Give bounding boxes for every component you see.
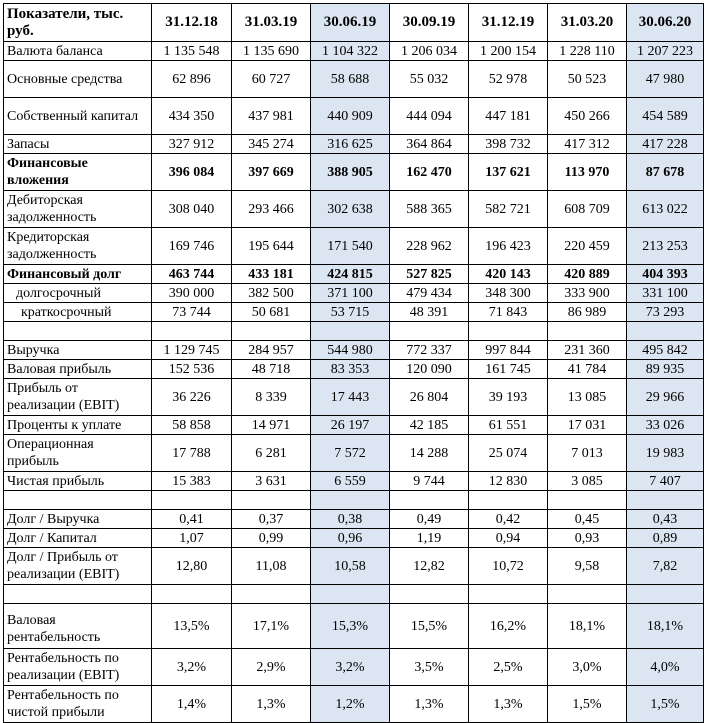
cell-value: 13,5% — [152, 604, 232, 649]
row-label: Долг / Капитал — [4, 529, 152, 548]
cell-value: 433 181 — [232, 265, 311, 284]
table-row — [4, 416, 704, 435]
header-row — [4, 4, 704, 42]
row-label: Рентабельность по чистой прибыли — [4, 686, 152, 723]
cell-value: 1,07 — [152, 529, 232, 548]
cell-value: 8 339 — [232, 379, 311, 416]
cell-value — [152, 322, 232, 341]
cell-value: 25 074 — [469, 435, 548, 472]
cell-value: 1 207 223 — [627, 42, 704, 61]
row-label: Валовая прибыль — [4, 360, 152, 379]
cell-value — [469, 322, 548, 341]
row-label — [4, 322, 152, 341]
cell-value: 3,2% — [311, 649, 390, 686]
spacer-row — [4, 585, 704, 604]
cell-value: 86 989 — [548, 303, 627, 322]
cell-value: 11,08 — [232, 548, 311, 585]
table-row — [4, 548, 704, 585]
cell-value: 0,42 — [469, 510, 548, 529]
cell-value: 18,1% — [627, 604, 704, 649]
cell-value: 1,3% — [469, 686, 548, 723]
cell-value: 33 026 — [627, 416, 704, 435]
cell-value: 12,80 — [152, 548, 232, 585]
cell-value: 3,5% — [390, 649, 469, 686]
cell-value — [232, 585, 311, 604]
cell-value: 12 830 — [469, 472, 548, 491]
table-row — [4, 379, 704, 416]
cell-value: 302 638 — [311, 191, 390, 228]
row-label: Долг / Прибыль от реализации (EBIT) — [4, 548, 152, 585]
row-label: долгосрочный — [4, 284, 152, 303]
row-label: Проценты к уплате — [4, 416, 152, 435]
cell-value: 1,5% — [548, 686, 627, 723]
cell-value: 17 788 — [152, 435, 232, 472]
cell-value: 417 228 — [627, 135, 704, 154]
cell-value — [232, 491, 311, 510]
cell-value: 608 709 — [548, 191, 627, 228]
table-row — [4, 604, 704, 649]
cell-value: 58 688 — [311, 61, 390, 98]
cell-value: 0,38 — [311, 510, 390, 529]
cell-value — [469, 585, 548, 604]
cell-value: 772 337 — [390, 341, 469, 360]
cell-value: 14 288 — [390, 435, 469, 472]
table-row — [4, 472, 704, 491]
cell-value: 15,5% — [390, 604, 469, 649]
cell-value — [627, 585, 704, 604]
cell-value: 16,2% — [469, 604, 548, 649]
cell-value: 0,37 — [232, 510, 311, 529]
row-label: Основные средства — [4, 61, 152, 98]
cell-value: 53 715 — [311, 303, 390, 322]
cell-value: 1,3% — [232, 686, 311, 723]
cell-value — [390, 585, 469, 604]
row-label: Прибыль от реализации (EBIT) — [4, 379, 152, 416]
cell-value: 7,82 — [627, 548, 704, 585]
cell-value: 1 135 548 — [152, 42, 232, 61]
cell-value: 26 804 — [390, 379, 469, 416]
cell-value: 228 962 — [390, 228, 469, 265]
row-label: Собственный капитал — [4, 98, 152, 135]
cell-value: 213 253 — [627, 228, 704, 265]
table-row — [4, 341, 704, 360]
cell-value: 48 718 — [232, 360, 311, 379]
cell-value: 29 966 — [627, 379, 704, 416]
cell-value: 454 589 — [627, 98, 704, 135]
period-header: 31.03.20 — [548, 4, 627, 42]
cell-value: 308 040 — [152, 191, 232, 228]
cell-value — [627, 322, 704, 341]
cell-value: 440 909 — [311, 98, 390, 135]
cell-value: 10,72 — [469, 548, 548, 585]
cell-value: 331 100 — [627, 284, 704, 303]
cell-value: 582 721 — [469, 191, 548, 228]
cell-value: 231 360 — [548, 341, 627, 360]
cell-value: 447 181 — [469, 98, 548, 135]
cell-value: 420 143 — [469, 265, 548, 284]
table-row — [4, 42, 704, 61]
cell-value: 14 971 — [232, 416, 311, 435]
cell-value: 12,82 — [390, 548, 469, 585]
cell-value: 17,1% — [232, 604, 311, 649]
cell-value: 284 957 — [232, 341, 311, 360]
cell-value: 9,58 — [548, 548, 627, 585]
cell-value: 588 365 — [390, 191, 469, 228]
cell-value: 417 312 — [548, 135, 627, 154]
row-label — [4, 491, 152, 510]
cell-value — [548, 585, 627, 604]
cell-value: 1 104 322 — [311, 42, 390, 61]
row-label: Валюта баланса — [4, 42, 152, 61]
cell-value — [548, 322, 627, 341]
cell-value: 437 981 — [232, 98, 311, 135]
table-row — [4, 649, 704, 686]
table-row — [4, 284, 704, 303]
cell-value: 41 784 — [548, 360, 627, 379]
row-label: краткосрочный — [4, 303, 152, 322]
row-label: Дебиторская задолженность — [4, 191, 152, 228]
cell-value: 47 980 — [627, 61, 704, 98]
cell-value: 13 085 — [548, 379, 627, 416]
cell-value: 293 466 — [232, 191, 311, 228]
table-row — [4, 98, 704, 135]
cell-value: 316 625 — [311, 135, 390, 154]
cell-value: 89 935 — [627, 360, 704, 379]
cell-value: 1 200 154 — [469, 42, 548, 61]
cell-value: 6 559 — [311, 472, 390, 491]
cell-value: 195 644 — [232, 228, 311, 265]
cell-value: 1,4% — [152, 686, 232, 723]
cell-value — [469, 491, 548, 510]
cell-value: 7 407 — [627, 472, 704, 491]
cell-value: 171 540 — [311, 228, 390, 265]
row-label: Операционная прибыль — [4, 435, 152, 472]
table-row — [4, 360, 704, 379]
cell-value: 390 000 — [152, 284, 232, 303]
cell-value: 544 980 — [311, 341, 390, 360]
table-row — [4, 303, 704, 322]
row-label: Выручка — [4, 341, 152, 360]
cell-value: 434 350 — [152, 98, 232, 135]
row-label: Запасы — [4, 135, 152, 154]
table-row — [4, 61, 704, 98]
cell-value: 0,96 — [311, 529, 390, 548]
cell-value: 18,1% — [548, 604, 627, 649]
cell-value: 17 443 — [311, 379, 390, 416]
cell-value: 87 678 — [627, 154, 704, 191]
cell-value: 1,2% — [311, 686, 390, 723]
cell-value: 71 843 — [469, 303, 548, 322]
cell-value: 169 746 — [152, 228, 232, 265]
cell-value: 120 090 — [390, 360, 469, 379]
cell-value: 3 631 — [232, 472, 311, 491]
cell-value — [311, 322, 390, 341]
cell-value: 17 031 — [548, 416, 627, 435]
cell-value: 3 085 — [548, 472, 627, 491]
cell-value: 348 300 — [469, 284, 548, 303]
cell-value: 9 744 — [390, 472, 469, 491]
row-label: Финансовые вложения — [4, 154, 152, 191]
cell-value — [390, 322, 469, 341]
cell-value: 364 864 — [390, 135, 469, 154]
row-label: Чистая прибыль — [4, 472, 152, 491]
table-row — [4, 135, 704, 154]
cell-value — [232, 322, 311, 341]
cell-value: 58 858 — [152, 416, 232, 435]
cell-value: 1 135 690 — [232, 42, 311, 61]
cell-value — [311, 491, 390, 510]
cell-value — [311, 585, 390, 604]
spacer-row — [4, 491, 704, 510]
cell-value: 479 434 — [390, 284, 469, 303]
cell-value: 1,3% — [390, 686, 469, 723]
cell-value: 613 022 — [627, 191, 704, 228]
cell-value: 196 423 — [469, 228, 548, 265]
row-label: Кредиторская задолженность — [4, 228, 152, 265]
cell-value: 397 669 — [232, 154, 311, 191]
cell-value: 444 094 — [390, 98, 469, 135]
table-row — [4, 265, 704, 284]
cell-value: 0,45 — [548, 510, 627, 529]
cell-value: 345 274 — [232, 135, 311, 154]
cell-value: 404 393 — [627, 265, 704, 284]
period-header: 31.12.19 — [469, 4, 548, 42]
cell-value: 61 551 — [469, 416, 548, 435]
cell-value — [152, 585, 232, 604]
cell-value: 527 825 — [390, 265, 469, 284]
cell-value: 2,5% — [469, 649, 548, 686]
cell-value: 1,5% — [627, 686, 704, 723]
cell-value: 15,3% — [311, 604, 390, 649]
cell-value: 55 032 — [390, 61, 469, 98]
cell-value: 495 842 — [627, 341, 704, 360]
cell-value: 463 744 — [152, 265, 232, 284]
spacer-row — [4, 322, 704, 341]
period-header: 30.09.19 — [390, 4, 469, 42]
cell-value: 4,0% — [627, 649, 704, 686]
cell-value: 50 681 — [232, 303, 311, 322]
cell-value: 48 391 — [390, 303, 469, 322]
row-label: Рентабельность по реализации (EBIT) — [4, 649, 152, 686]
cell-value: 7 572 — [311, 435, 390, 472]
cell-value: 0,49 — [390, 510, 469, 529]
cell-value: 371 100 — [311, 284, 390, 303]
cell-value: 62 896 — [152, 61, 232, 98]
header-label: Показатели, тыс. руб. — [4, 4, 152, 42]
row-label: Валовая рентабельность — [4, 604, 152, 649]
cell-value: 0,43 — [627, 510, 704, 529]
cell-value: 1 206 034 — [390, 42, 469, 61]
table-row — [4, 154, 704, 191]
cell-value: 388 905 — [311, 154, 390, 191]
cell-value: 137 621 — [469, 154, 548, 191]
period-header: 31.03.19 — [232, 4, 311, 42]
cell-value: 73 293 — [627, 303, 704, 322]
cell-value: 0,94 — [469, 529, 548, 548]
cell-value: 997 844 — [469, 341, 548, 360]
table-row — [4, 510, 704, 529]
cell-value: 50 523 — [548, 61, 627, 98]
cell-value: 7 013 — [548, 435, 627, 472]
cell-value: 1 228 110 — [548, 42, 627, 61]
cell-value: 420 889 — [548, 265, 627, 284]
cell-value: 60 727 — [232, 61, 311, 98]
cell-value: 3,0% — [548, 649, 627, 686]
table-row — [4, 686, 704, 723]
cell-value: 0,89 — [627, 529, 704, 548]
cell-value: 1 129 745 — [152, 341, 232, 360]
cell-value: 220 459 — [548, 228, 627, 265]
table-row — [4, 191, 704, 228]
cell-value: 10,58 — [311, 548, 390, 585]
period-header: 30.06.19 — [311, 4, 390, 42]
cell-value: 6 281 — [232, 435, 311, 472]
period-header: 31.12.18 — [152, 4, 232, 42]
cell-value: 424 815 — [311, 265, 390, 284]
table-row — [4, 435, 704, 472]
cell-value: 152 536 — [152, 360, 232, 379]
cell-value: 1,19 — [390, 529, 469, 548]
cell-value: 19 983 — [627, 435, 704, 472]
cell-value: 162 470 — [390, 154, 469, 191]
cell-value — [548, 491, 627, 510]
cell-value: 83 353 — [311, 360, 390, 379]
cell-value: 0,93 — [548, 529, 627, 548]
cell-value: 3,2% — [152, 649, 232, 686]
cell-value: 333 900 — [548, 284, 627, 303]
cell-value: 15 383 — [152, 472, 232, 491]
cell-value: 0,99 — [232, 529, 311, 548]
row-label: Долг / Выручка — [4, 510, 152, 529]
cell-value: 39 193 — [469, 379, 548, 416]
cell-value: 0,41 — [152, 510, 232, 529]
cell-value: 398 732 — [469, 135, 548, 154]
period-header: 30.06.20 — [627, 4, 704, 42]
cell-value — [152, 491, 232, 510]
cell-value: 396 084 — [152, 154, 232, 191]
cell-value: 26 197 — [311, 416, 390, 435]
financial-indicators-table — [3, 3, 704, 723]
cell-value: 327 912 — [152, 135, 232, 154]
cell-value: 450 266 — [548, 98, 627, 135]
cell-value — [627, 491, 704, 510]
cell-value: 113 970 — [548, 154, 627, 191]
table-row — [4, 228, 704, 265]
cell-value: 36 226 — [152, 379, 232, 416]
row-label: Финансовый долг — [4, 265, 152, 284]
cell-value: 382 500 — [232, 284, 311, 303]
cell-value — [390, 491, 469, 510]
row-label — [4, 585, 152, 604]
cell-value: 161 745 — [469, 360, 548, 379]
table-row — [4, 529, 704, 548]
cell-value: 42 185 — [390, 416, 469, 435]
cell-value: 2,9% — [232, 649, 311, 686]
cell-value: 73 744 — [152, 303, 232, 322]
cell-value: 52 978 — [469, 61, 548, 98]
